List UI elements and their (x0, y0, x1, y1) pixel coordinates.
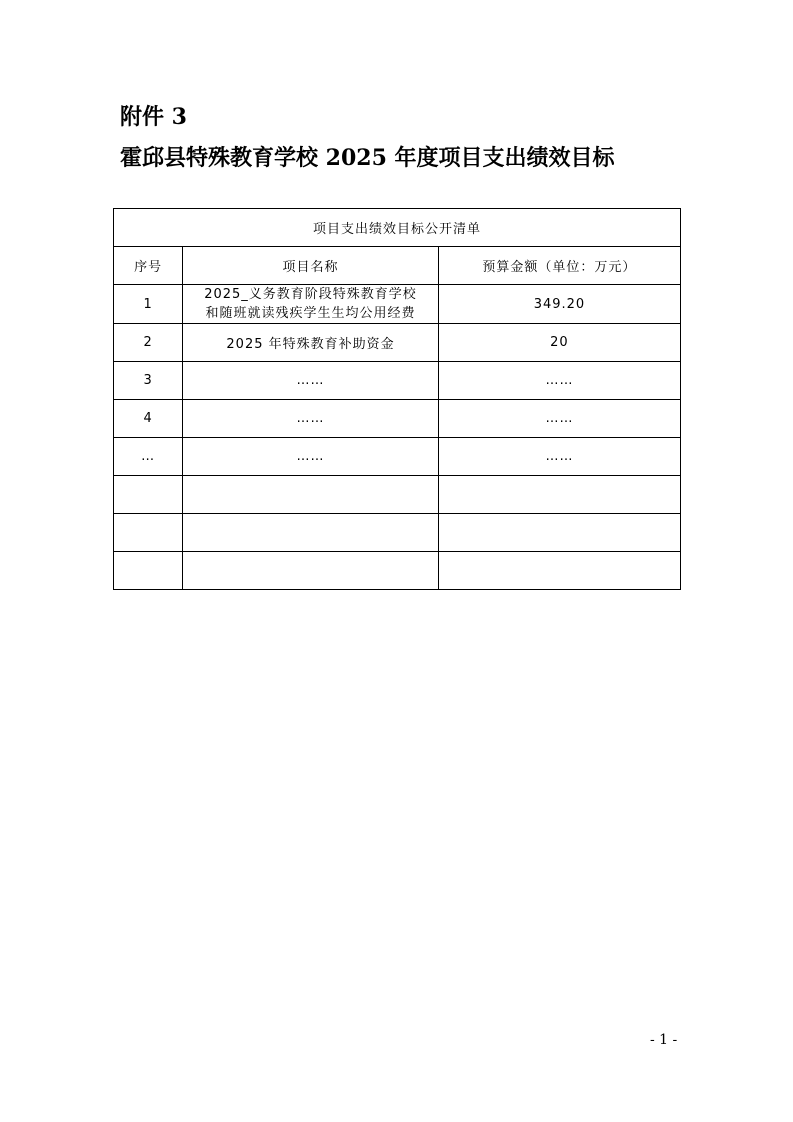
table-caption-row (114, 209, 681, 247)
row-name-line-2: 和随班就读残疾学生生均公用经费 (205, 306, 416, 321)
table-row (114, 400, 681, 438)
attachment-label: 附件 3 (120, 104, 187, 130)
row-name (183, 476, 439, 514)
row-name-line-1: 2025_义务教育阶段特殊教育学校 (204, 287, 417, 302)
row-amount (438, 514, 680, 552)
row-seq (114, 552, 183, 590)
table-row (114, 324, 681, 362)
row-seq: 1 (114, 285, 183, 324)
row-amount: …… (438, 362, 680, 400)
table-row-empty (114, 476, 681, 514)
row-amount: 20 (438, 324, 680, 362)
row-seq (114, 514, 183, 552)
table-row-empty (114, 514, 681, 552)
row-seq: 4 (114, 400, 183, 438)
row-amount: …… (438, 438, 680, 476)
row-name: 2025 年特殊教育补助资金 (183, 324, 439, 362)
document-title: 霍邱县特殊教育学校 2025 年度项目支出绩效目标 (120, 145, 615, 171)
page-number: - 1 - (650, 1032, 678, 1048)
table-header-row (114, 247, 681, 285)
row-name (183, 285, 439, 324)
row-seq (114, 476, 183, 514)
row-amount: …… (438, 400, 680, 438)
table-row-empty (114, 552, 681, 590)
performance-target-table (113, 208, 681, 590)
row-seq: 3 (114, 362, 183, 400)
header-name: 项目名称 (183, 247, 439, 285)
row-amount (438, 552, 680, 590)
row-name (183, 514, 439, 552)
header-seq: 序号 (114, 247, 183, 285)
row-amount (438, 476, 680, 514)
row-name (183, 552, 439, 590)
row-name: …… (183, 438, 439, 476)
row-seq: … (114, 438, 183, 476)
table-row (114, 362, 681, 400)
row-name: …… (183, 362, 439, 400)
row-name: …… (183, 400, 439, 438)
row-seq: 2 (114, 324, 183, 362)
row-amount: 349.20 (438, 285, 680, 324)
table-caption: 项目支出绩效目标公开清单 (114, 209, 681, 247)
header-amount: 预算金额（单位：万元） (438, 247, 680, 285)
table-row (114, 285, 681, 324)
table-row (114, 438, 681, 476)
